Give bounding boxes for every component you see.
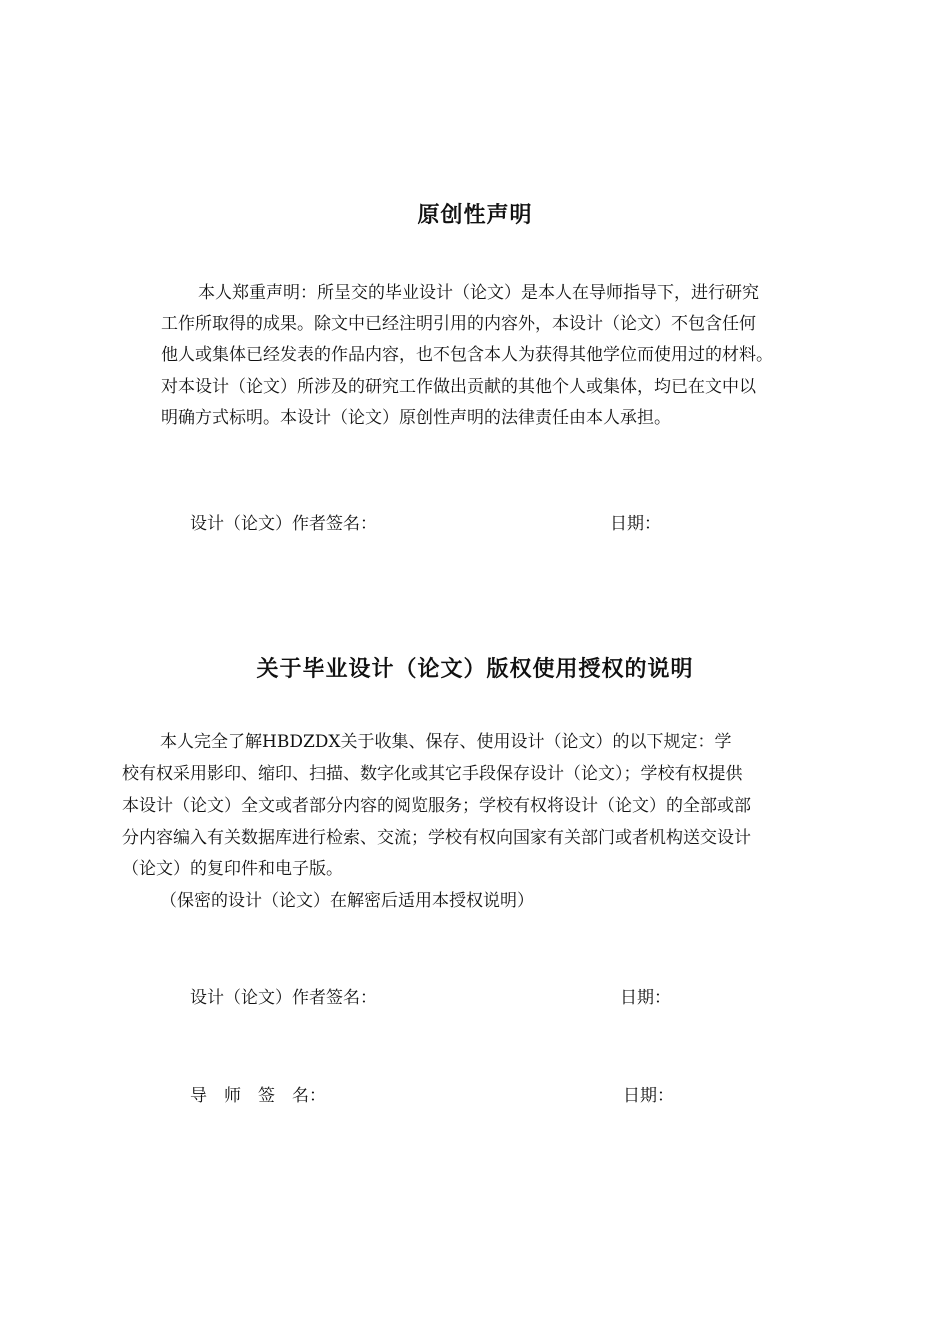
- advisor-signature-label: 导 师 签 名：: [190, 1086, 326, 1106]
- copyright-title: 关于毕业设计（论文）版权使用授权的说明: [256, 657, 694, 682]
- originality-title: 原创性声明: [417, 203, 533, 228]
- copyright-body-line-1: 本人完全了解HBDZDX关于收集、保存、使用设计（论文）的以下规定：学: [160, 732, 732, 752]
- originality-body-line-1: 本人郑重声明：所呈交的毕业设计（论文）是本人在导师指导下，进行研究: [198, 283, 759, 303]
- copyright-body-line-4: 分内容编入有关数据库进行检索、交流；学校有权向国家有关部门或者机构送交设计: [122, 828, 751, 848]
- copyright-author-signature-label: 设计（论文）作者签名：: [190, 988, 377, 1008]
- originality-body-line-4: 对本设计（论文）所涉及的研究工作做出贡献的其他个人或集体，均已在文中以: [161, 377, 756, 397]
- originality-body-line-5: 明确方式标明。本设计（论文）原创性声明的法律责任由本人承担。: [161, 408, 671, 428]
- copyright-body-line-3: 本设计（论文）全文或者部分内容的阅览服务；学校有权将设计（论文）的全部或部: [122, 796, 751, 816]
- copyright-author-date-label: 日期：: [620, 988, 671, 1008]
- originality-body-line-3: 他人或集体已经发表的作品内容，也不包含本人为获得其他学位而使用过的材料。: [161, 345, 773, 365]
- originality-signature-label: 设计（论文）作者签名：: [190, 514, 377, 534]
- copyright-note: （保密的设计（论文）在解密后适用本授权说明）: [160, 891, 534, 911]
- copyright-body-line-5: （论文）的复印件和电子版。: [122, 859, 343, 879]
- advisor-date-label: 日期：: [623, 1086, 674, 1106]
- originality-date-label: 日期：: [610, 514, 661, 534]
- originality-body-line-2: 工作所取得的成果。除文中已经注明引用的内容外，本设计（论文）不包含任何: [161, 314, 756, 334]
- copyright-body-line-2: 校有权采用影印、缩印、扫描、数字化或其它手段保存设计（论文）；学校有权提供: [122, 764, 743, 784]
